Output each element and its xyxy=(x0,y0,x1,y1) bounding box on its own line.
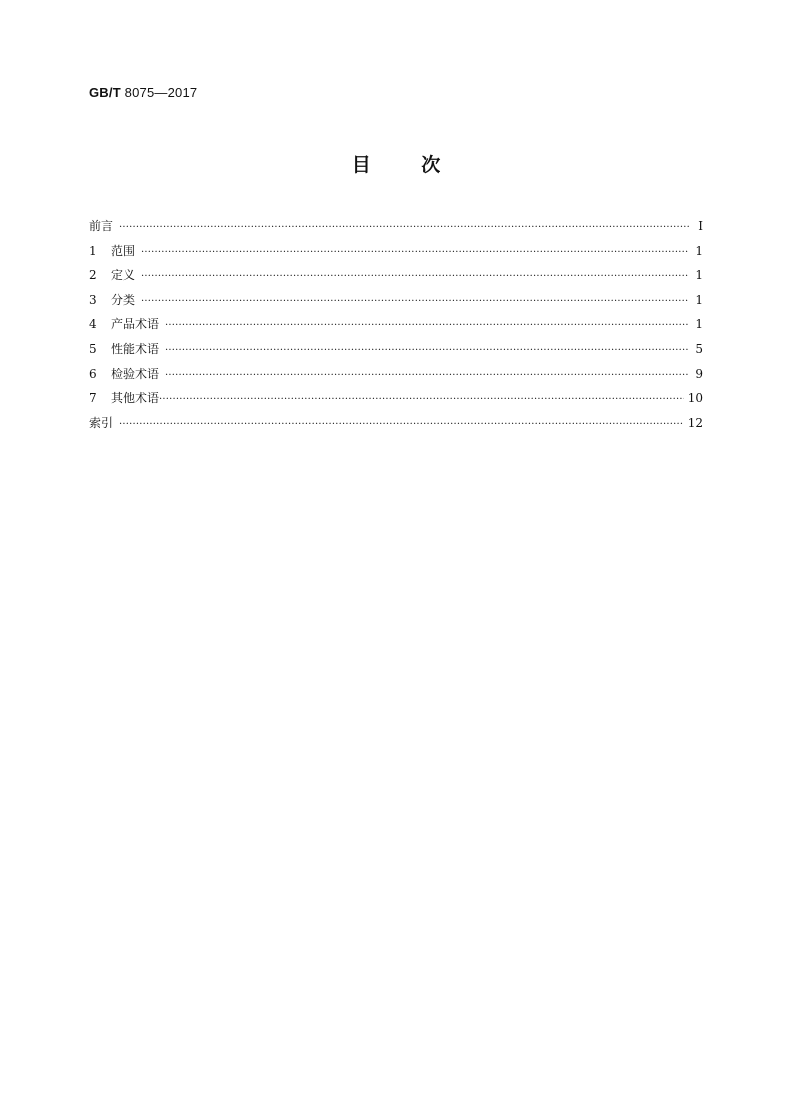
toc-leader-dots xyxy=(141,292,689,312)
toc-entry-number: 7 xyxy=(89,391,97,406)
toc-entry-inspection-terms[interactable] xyxy=(89,364,703,389)
toc-entry-label: 定义 xyxy=(111,268,136,283)
page-title: 目 次 xyxy=(351,154,441,176)
standard-code xyxy=(89,85,197,100)
standard-code-number: 8075—2017 xyxy=(124,85,198,100)
toc-entry-performance-terms[interactable] xyxy=(89,339,703,364)
toc-entry-classification[interactable] xyxy=(89,290,703,315)
toc-leader-dots xyxy=(141,243,689,263)
toc-leader-dots xyxy=(165,341,689,361)
toc-entry-number: 1 xyxy=(89,243,97,258)
toc-entry-page: Ⅰ xyxy=(698,219,703,233)
toc-entry-other-terms[interactable] xyxy=(89,388,703,413)
toc-entry-product-terms[interactable] xyxy=(89,314,703,339)
toc-leader-dots xyxy=(119,415,684,435)
toc-entry-number: 3 xyxy=(89,292,97,307)
toc-entry-page: 1 xyxy=(695,268,703,283)
toc-entry-label: 前言 xyxy=(89,219,114,233)
toc-entry-page: 10 xyxy=(687,391,703,406)
toc-entry-number: 4 xyxy=(89,317,97,332)
toc-entry-foreword[interactable] xyxy=(89,216,703,241)
toc-entry-page: 1 xyxy=(695,243,703,258)
toc-entry-page: 1 xyxy=(695,292,703,307)
toc-entry-label: 产品术语 xyxy=(111,317,160,332)
toc-entry-number: 5 xyxy=(89,341,97,356)
toc-entry-page: 9 xyxy=(695,366,703,381)
toc-entry-number: 2 xyxy=(89,268,97,283)
toc-entry-label: 范围 xyxy=(111,243,136,258)
toc-entry-number: 6 xyxy=(89,366,97,381)
toc-entry-page: 1 xyxy=(695,317,703,332)
toc-entry-label: 分类 xyxy=(111,292,136,307)
standard-code-prefix: GB/T xyxy=(89,85,121,100)
toc-entry-definitions[interactable] xyxy=(89,265,703,290)
toc-entry-page: 5 xyxy=(695,341,703,356)
toc-entry-label: 索引 xyxy=(89,415,114,430)
toc-entry-label: 其他术语 xyxy=(111,391,160,406)
toc-entry-page: 12 xyxy=(687,415,703,430)
toc-leader-dots xyxy=(165,316,689,336)
toc-leader-dots xyxy=(159,390,684,410)
toc-leader-dots xyxy=(119,218,689,238)
toc-entry-index[interactable] xyxy=(89,413,703,438)
toc-entry-scope[interactable] xyxy=(89,241,703,266)
toc-leader-dots xyxy=(165,366,689,386)
table-of-contents xyxy=(89,216,703,437)
toc-entry-label: 性能术语 xyxy=(111,341,160,356)
toc-entry-label: 检验术语 xyxy=(111,366,160,381)
toc-leader-dots xyxy=(141,267,689,287)
